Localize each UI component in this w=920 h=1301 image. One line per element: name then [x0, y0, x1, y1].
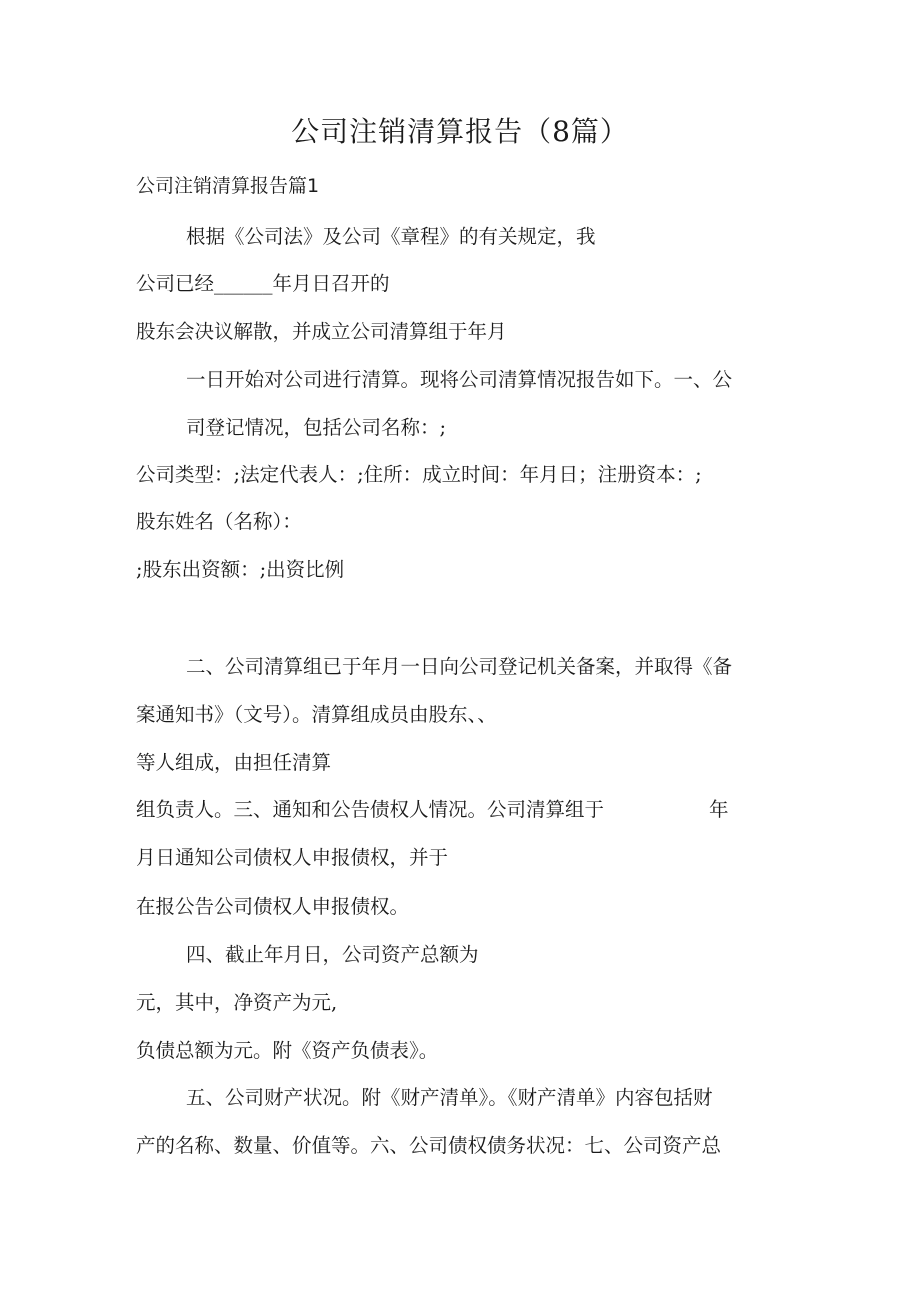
paragraph-line: 月日通知公司债权人申报债权，并于 — [136, 846, 449, 869]
paragraph-line: 股东会决议解散，并成立公司清算组于年月 — [136, 320, 507, 343]
document-title: 公司注销清算报告（8篇） — [291, 115, 629, 148]
section-heading: 公司注销清算报告篇1 — [136, 175, 320, 197]
paragraph-line: 元，其中，净资产为元, — [136, 991, 338, 1014]
paragraph-line: 案通知书》（文号）。清算组成员由股东、、 — [136, 703, 497, 726]
paragraph-line: 产的名称、数量、价值等。六、公司债权债务状况：七、公司资产总 — [136, 1134, 722, 1157]
paragraph-line: 公司类型：;法定代表人：;住所：成立时间：年月日；注册资本：; — [136, 463, 702, 486]
paragraph-line: 司登记情况，包括公司名称：; — [186, 416, 447, 439]
paragraph-line: 股东姓名（名称）： — [136, 510, 302, 533]
paragraph-line: 五、公司财产状况。附《财产清单》。《财产清单》内容包括财 — [186, 1086, 713, 1109]
paragraph-line: 四、截止年月日，公司资产总额为 — [186, 943, 479, 966]
paragraph-line: 二、公司清算组已于年月一日向公司登记机关备案，并取得《备 — [186, 655, 733, 678]
paragraph-line: 组负责人。三、通知和公告债权人情况。公司清算组于 — [136, 798, 605, 821]
paragraph-line: 等人组成，由担任清算 — [136, 751, 332, 774]
paragraph-line: 公司已经______年月日召开的 — [136, 272, 390, 295]
paragraph-line: 根据《公司法》及公司《章程》的有关规定，我 — [186, 225, 596, 248]
paragraph-line: 负债总额为元。附《资产负债表》。 — [136, 1039, 439, 1062]
paragraph-line: 一日开始对公司进行清算。现将公司清算情况报告如下。一、公 — [186, 368, 733, 391]
paragraph-line: ;股东出资额：;出资比例 — [136, 558, 345, 581]
paragraph-line: 年 — [709, 798, 729, 821]
paragraph-line: 在报公告公司债权人申报债权。 — [136, 895, 410, 918]
